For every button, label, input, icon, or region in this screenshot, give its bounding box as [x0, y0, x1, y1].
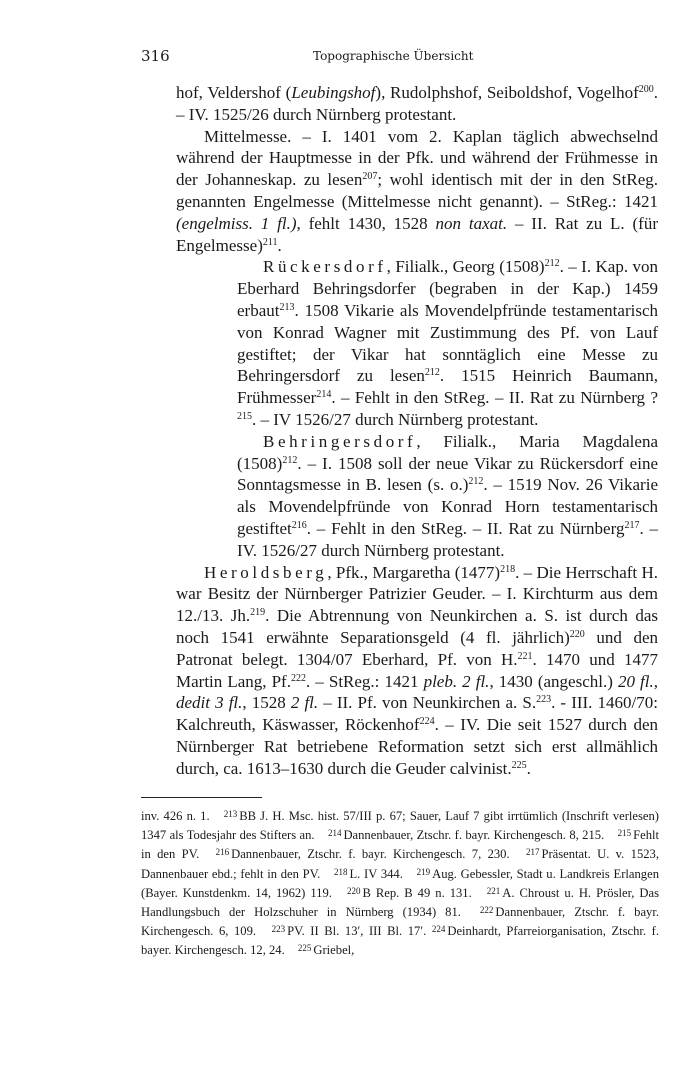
- footnotes: [141, 807, 659, 961]
- main-text: [176, 82, 658, 780]
- footnote-divider: [141, 797, 262, 798]
- paragraph: Rückersdorf, Filialk., Georg $(1508)^{212}$. – I. Kap. von Eberhard Behringsdorfer (begraben in der Kap.) 1459 erbaut$^{213}$. 1508 Vikarie als Movendelpfründe testamentarisch von Konrad Wagner mit Zustimmung des Pf. von Lauf gestiftet; der Vikar hat sonntäglich eine Messe zu Behringersdorf zu lesen$^{212}$. 1515 Heinrich Baumann, Frühmesser$^{214}$. – Fehlt in den StReg. – II. Rat zu Nürnberg ?$^{215}$. – IV 1526/27 durch Nürnberg protestant.: [237, 257, 658, 429]
- paragraph: Behringersdorf, Filialk., Maria Magdalena $(1508)^{212}$. – I. 1508 soll der neue Vikar zu Rückersdorf eine Sonntagsmesse in B. lesen (s. o.)$^{212}$. – 1519 Nov. 26 Vikarie als Movendelpfründe von Konrad Horn testamentarisch gestiftet$^{216}$. – Fehlt in den StReg. – II. Rat zu Nürnberg$^{217}$. – IV. 1526/27 durch Nürnberg protestant.: [237, 431, 659, 560]
- paragraph: hof, Veldershof (Leubingshof), Rudolphshof, Seiboldshof, Vogelhof$^{200}$. – IV. 1525/26 durch Nürnberg protestant.: [176, 83, 658, 124]
- paragraph: Mittelmesse. – I. 1401 vom 2. Kaplan täglich abwechselnd während der Hauptmesse in der Pfk. und während der Frühmesse in der Johanneskap. zu lesen$^{207}$; wohl identisch mit der in den StReg. genannten Engelmesse (Mittelmesse nicht genannt). – StReg.: 1421 (engelmiss. 1 fl.), fehlt 1430, 1528 non taxat. – II. Rat zu L. (für Engelmesse)$^{211}$.: [176, 126, 658, 255]
- paragraph: Heroldsberg, Pfk., Margaretha $(1477)^{218}$. – Die Herrschaft H. war Besitz der Nürnberger Patrizier Geuder. – I. Kirchturm aus dem 12./13. Jh.$^{219}$. Die Abtrennung von Neunkirchen a. S. ist durch das noch 1541 erwähnte Separationsgeld (4 fl. jährlich)$^{220}$ und den Patronat belegt. 1304/07 Eberhard, Pf. von H.$^{221}$. 1470 und 1477 Martin Lang, Pf.$^{222}$. – StReg.: 1421 pleb. 2 fl., 1430 (angeschl.) 20 fl., dedit 3 fl., 1528 2 fl. – II. Pf. von Neunkirchen a. S.$^{223}$. - III. 1460/70: Kalchreuth, Käswasser, Röckenhof$^{224}$. – IV. Die seit 1527 durch den Nürnberger Rat betriebene Reformation setzt sich erst allmählich durch, ca. 1613–1630 durch die Geuder calvinist.$^{225}$.: [176, 562, 659, 778]
- page-number: 316: [141, 47, 170, 65]
- footnote-text: inv. 426 n. 1. $^{213}$ BB J. H. Msc. hist. 57/III p. 67; Sauer, Lauf 7 gibt irrtümlich (Inschrift verlesen) 1347 als Todesjahr des Stifters an. $^{214}$ Dannenbauer, Ztschr. f. bayr. Kirchengesch. 8, 215. $^{215}$ Fehlt in den PV. $^{216}$ Dannenbauer, Ztschr. f. bayr. Kirchengesch. 7, 230. $^{217}$ Präsentat. U. v. 1523, Dannenbauer ebd.; fehlt in den PV. $^{218}$ L. IV 344. $^{219}$ Aug. Gebessler, Stadt u. Landkreis Erlangen (Bayer. Kunstdenkm. 14, 1962) 119. $^{220}$ B Rep. B 49 n. 131. $^{221}$ A. Chroust u. H. Prösler, Das Handlungsbuch der Holzschuher in Nürnberg (1934) 81. $^{222}$ Dannenbauer, Ztschr. f. bayr. Kirchengesch. 6, 109. $^{223}$ PV. II Bl. 13′, III Bl. 17′. $^{224}$ Deinhardt, Pfarreiorganisation, Ztschr. f. bayer. Kirchengesch. 12, 24. $^{225}$ Griebel,: [141, 809, 659, 958]
- running-title: Topographische Übersicht: [313, 49, 474, 63]
